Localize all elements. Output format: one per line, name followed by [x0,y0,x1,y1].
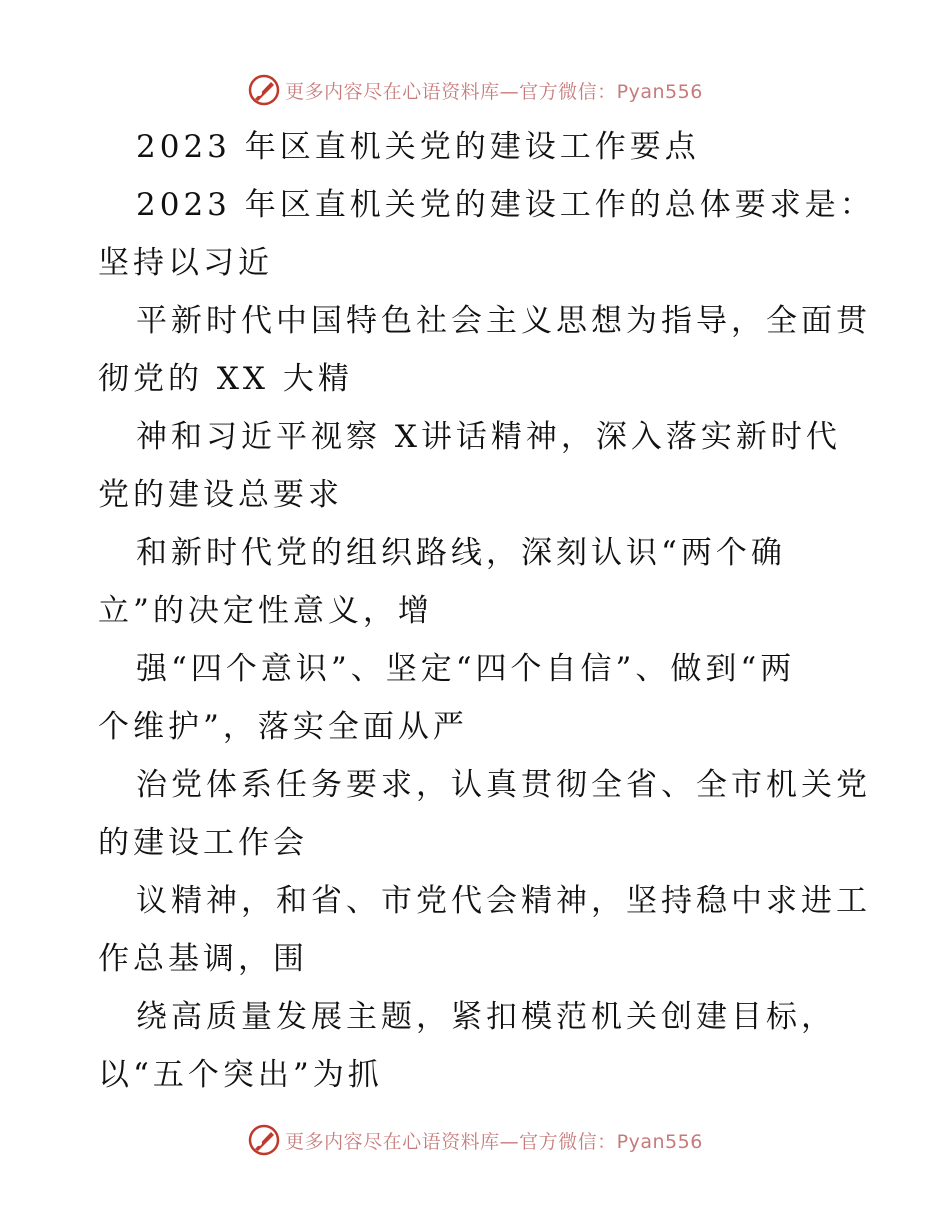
text-line: 作总基调，围 [98,941,308,977]
text-line: 治党体系任务要求，认真贯彻全省、全市机关党 [136,767,871,803]
pen-logo-icon [247,1123,281,1157]
text-line: 彻党的 XX 大精 [98,361,353,397]
text-line: 党的建设总要求 [98,477,343,513]
text-line: 以“五个突出”为抓 [98,1057,383,1093]
text-line: 平新时代中国特色社会主义思想为指导，全面贯 [136,303,871,339]
document-body [98,118,875,1104]
text-line: 议精神，和省、市党代会精神，坚持稳中求进工 [136,883,871,919]
text-line: 坚持以习近 [98,245,273,281]
text-line: 立”的决定性意义，增 [98,593,433,629]
footer-watermark [0,1120,950,1160]
watermark-text: 更多内容尽在心语资料库—官方微信：Pyan556 [285,80,703,103]
text-line: 神和习近平视察 X讲话精神，深入落实新时代 [136,419,841,455]
text-line: 绕高质量发展主题，紧扣模范机关创建目标， [136,999,836,1035]
text-line: 个维护”，落实全面从严 [98,709,468,745]
text-line: 2023 年区直机关党的建设工作的总体要求是： [136,187,875,223]
watermark-text: 更多内容尽在心语资料库—官方微信：Pyan556 [285,1130,703,1153]
header-watermark [0,70,950,110]
text-line: 的建设工作会 [98,825,308,861]
document-title: 2023 年区直机关党的建设工作要点 [136,129,700,165]
pen-logo-icon [247,73,281,107]
text-line: 强“四个意识”、坚定“四个自信”、做到“两 [136,651,796,687]
text-line: 和新时代党的组织路线，深刻认识“两个确 [136,535,786,571]
